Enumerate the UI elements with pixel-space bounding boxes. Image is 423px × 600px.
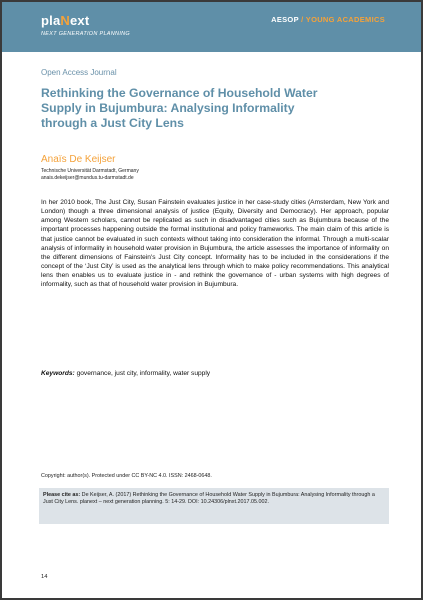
journal-header-bar bbox=[2, 2, 421, 52]
journal-aesop: AESOP bbox=[271, 15, 299, 24]
journal-separator: / bbox=[301, 15, 304, 24]
author-name: Anaïs De Keijser bbox=[41, 154, 116, 165]
keywords-list: governance, just city, informality, water supply bbox=[76, 370, 211, 377]
citation-label: Please cite as: bbox=[43, 492, 81, 498]
page-number: 14 bbox=[41, 574, 48, 580]
author-institution: Technische Universität Darmstadt, Germany bbox=[41, 168, 139, 174]
journal-affiliation bbox=[271, 15, 385, 24]
document-page bbox=[2, 2, 421, 598]
author-email[interactable]: anais.dekeijser@mundus.tu-darmstadt.de bbox=[41, 175, 134, 181]
abstract-text: In her 2010 book, The Just City, Susan Fainstein evaluates justice in her case-study cities (Amsterdam, New York and London) though a three dimensional analysis of justice (Equity, Diversity and Democracy). Her approach, popular among Western scholars, cannot be replicated as such in disadvantaged cities such as Bujumbura because of the important processes happening outside the formal institutional and policy frameworks. The main claim of this article is that justice cannot be evaluated in such contexts without taking into consideration the informal. Through a multi-scalar analysis of informality in household water provision in Bujumbura, the article assesses the importance of informality on the different dimensions of Fainstein's Just City concept. Informality has to be included in the considerations if the concept of the ‘Just City’ is used as the analytical lens through which to make policy recommendations. This analytical lens then enables us to evaluate justice in - and rethink the governance of - urban systems with high degrees of informality, such as that of household water provision in Bujumbura. bbox=[41, 199, 389, 289]
planext-logo bbox=[41, 13, 89, 28]
logo-text-n: N bbox=[60, 13, 70, 28]
keywords-label: Keywords: bbox=[41, 370, 75, 377]
logo-text-ext: ext bbox=[69, 13, 90, 28]
keywords-line bbox=[41, 370, 210, 377]
author-affiliation-block bbox=[41, 168, 139, 182]
logo-text-pla: pla bbox=[41, 13, 61, 28]
logo-subtitle: NEXT GENERATION PLANNING bbox=[41, 31, 130, 37]
article-title: Rethinking the Governance of Household Water Supply in Bujumbura: Analysing Informality through a Just City Lens bbox=[41, 86, 318, 130]
citation-box bbox=[39, 488, 389, 524]
citation-text: De Keijser, A. (2017) Rethinking the Governance of Household Water Supply in Bujumbura: Analysing Informality through a Just City Lens. planext – next generation planning. 5: 14-29. DOI: 10.24306/plnxt.2017.05.002. bbox=[43, 492, 375, 506]
copyright-notice: Copyright: author(s). Protected under CC BY-NC 4.0. ISSN: 2468-0648. bbox=[41, 473, 212, 479]
journal-young-academics: YOUNG ACADEMICS bbox=[305, 15, 385, 24]
open-access-label: Open Access Journal bbox=[41, 68, 117, 77]
